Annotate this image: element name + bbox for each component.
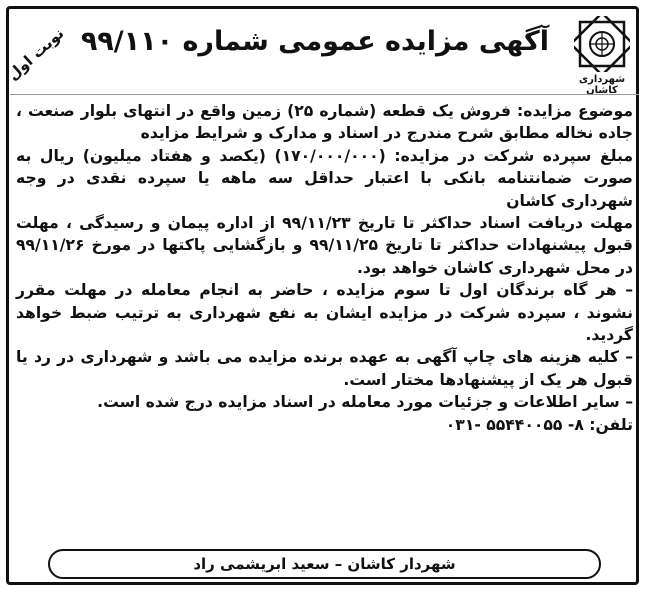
signature-text: شهردار کاشان – سعید ابریشمی راد bbox=[193, 555, 456, 573]
subject-paragraph: موضوع مزایده: فروش یک قطعه (شماره ۲۵) زمین واقع در انتهای بلوار صنعت ، جاده نخاله مطابق شرح مندرج در اسناد و مدارک و شرایط مزایده bbox=[16, 102, 633, 143]
notice-body bbox=[16, 100, 633, 436]
signature-box bbox=[48, 549, 601, 579]
deposit-paragraph: مبلغ سپرده شرکت در مزایده: (۱۷۰/۰۰۰/۰۰۰) (یکصد و هفتاد میلیون) ریال به صورت ضمانتنامه بانکی با اعتبار حداقل سه ماهه یا سپرده نقدی در وجه شهرداری کاشان bbox=[16, 146, 633, 210]
costs-clause: – کلیه هزینه های چاپ آگهی به عهده برنده مزایده می باشد و شهرداری در رد یا قبول هر یک از پیشنهادها مختار است. bbox=[16, 348, 633, 389]
deadline-paragraph: مهلت دریافت اسناد حداکثر تا تاریخ ۹۹/۱۱/۲۳ از اداره پیمان و رسیدگی ، مهلت قبول پیشنهادات حداکثر تا تاریخ ۹۹/۱۱/۲۵ و بازگشایی پاکتها در مورخ ۹۹/۱۱/۲۶ در محل شهرداری کاشان خواهد بود. bbox=[16, 214, 633, 277]
winners-clause: – هر گاه برندگان اول تا سوم مزایده ، حاضر به انجام معامله در مهلت مقرر نشوند ، سپرده شرکت در مزایده ایشان به نفع شهرداری به ترتیب ضبط خواهد گردید. bbox=[16, 281, 633, 345]
edition-badge-label: نوبت اول bbox=[4, 24, 68, 84]
phone-number: تلفن: ۸- ۵۵۴۴۰۰۵۵ -۰۳۱ bbox=[445, 415, 633, 434]
kashan-municipality-emblem-icon bbox=[574, 16, 630, 72]
edition-badge bbox=[4, 24, 68, 84]
notice-title: آگهی مزایده عمومی شماره ۹۹/۱۱۰ bbox=[80, 26, 549, 57]
logo bbox=[565, 16, 639, 96]
logo-caption: شهرداری کاشان bbox=[578, 74, 626, 96]
header-divider bbox=[10, 94, 639, 95]
details-clause: – سایر اطلاعات و جزئیات مورد معامله در اسناد مزایده درج شده است. bbox=[97, 393, 633, 412]
